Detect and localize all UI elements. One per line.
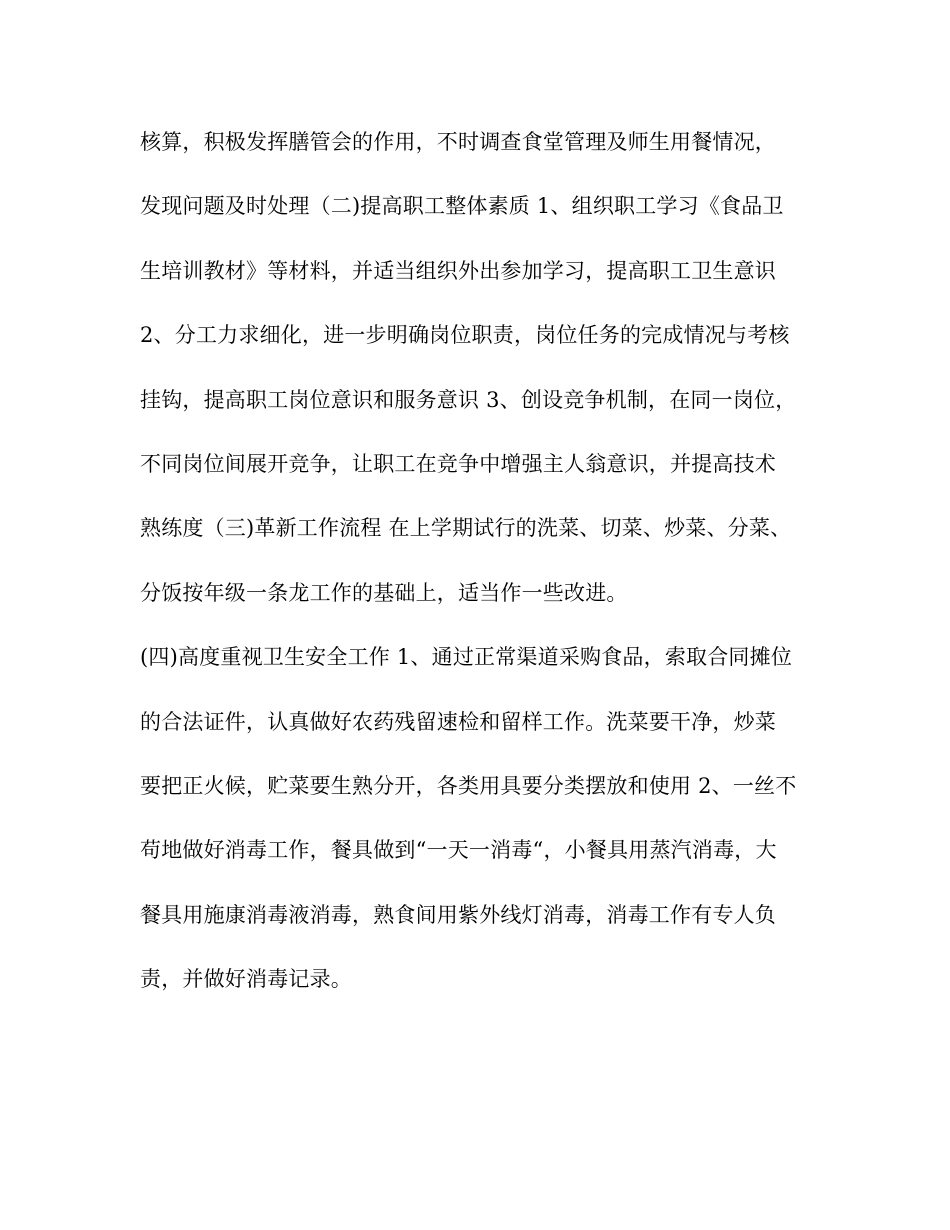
text-line: 发现问题及时处理（二)提高职工整体素质 1、组织职工学习《食品卫: [140, 194, 784, 219]
text-line: 苟地做好消毒工作，餐具做到“一天一消毒“，小餐具用蒸汽消毒，大: [140, 838, 777, 863]
text-line: 的合法证件，认真做好农药残留速检和留样工作。洗菜要干净，炒菜: [140, 709, 776, 734]
text-line: 核算，积极发挥膳管会的作用，不时调查食堂管理及师生用餐情况，: [140, 130, 776, 154]
text-line: 生培训教材》等材料，并适当组织外出参加学习，提高职工卫生意识: [140, 258, 776, 283]
text-line: 挂钩，提高职工岗位意识和服务意识 3、创设竞争机制，在同一岗位，: [140, 387, 797, 412]
text-line: (四)高度重视卫生安全工作 1、通过正常渠道采购食品，索取合同摊位: [140, 645, 793, 670]
text-line: 熟练度（三)革新工作流程 在上学期试行的洗菜、切菜、炒菜、分菜、: [140, 516, 792, 541]
document-body: [140, 110, 820, 1011]
text-line: 餐具用施康消毒液消毒，熟食间用紫外线灯消毒，消毒工作有专人负: [140, 902, 776, 927]
text-line: 责，并做好消毒记录。: [140, 967, 352, 992]
text-line: 要把正火候，贮菜要生熟分开，各类用具要分类摆放和使用 2、一丝不: [140, 773, 797, 798]
text-line: 分饭按年级一条龙工作的基础上，适当作一些改进。: [140, 580, 628, 605]
text-line: 不同岗位间展开竞争，让职工在竞争中增强主人翁意识，并提高技术: [140, 451, 776, 476]
text-line: 2、分工力求细化，进一步明确岗位职责，岗位任务的完成情况与考核: [140, 323, 790, 348]
